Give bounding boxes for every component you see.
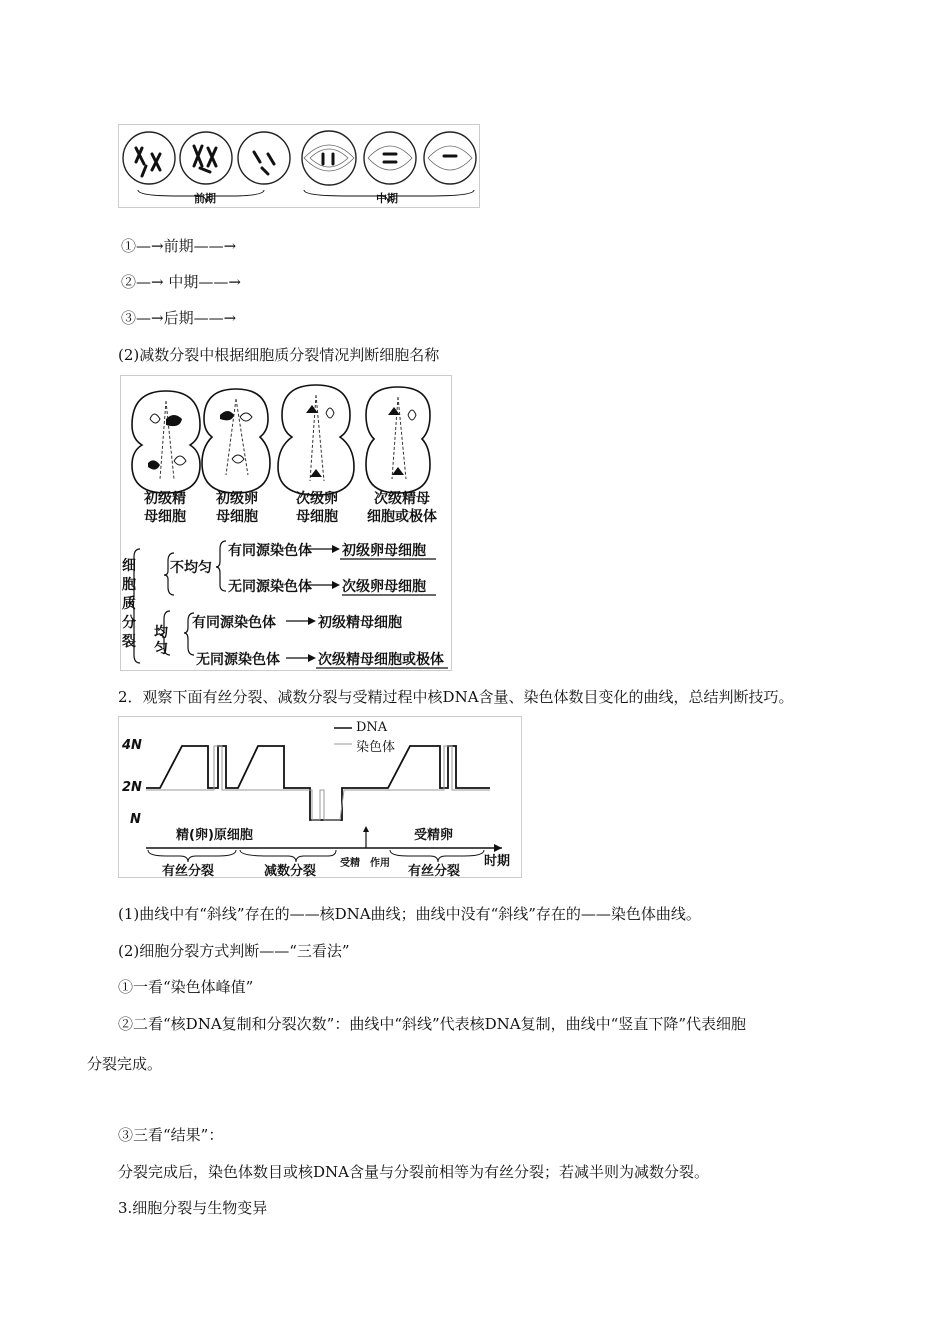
figure-mitosis-phases (118, 124, 480, 208)
y-tick-2n: 2N (122, 780, 142, 795)
cell-name-3-line-1: 次级卵 (296, 491, 338, 507)
root-char-2: 胞 (122, 577, 136, 593)
even-char-2: 匀 (154, 641, 168, 657)
root-char-3: 质 (122, 596, 136, 612)
root-char-5: 裂 (122, 634, 136, 650)
cell-name-4-line-2: 细胞或极体 (367, 509, 437, 525)
phase-1-label: 有丝分裂 (162, 864, 215, 879)
region-label: 精(卵)原细胞 (176, 828, 253, 843)
text-line-9b: 分裂完成。 (87, 1055, 163, 1073)
result-4: 次级精母细胞或极体 (318, 652, 444, 668)
cell-name-3 (286, 490, 348, 526)
text-line-6: (1)曲线中有“斜线”存在的——核DNA曲线；曲线中没有“斜线”存在的——染色体曲线。 (118, 905, 701, 923)
cell-name-2 (206, 490, 268, 526)
text-line-2: ②—→ 中期——→ (121, 273, 241, 291)
text-line-12: 3.细胞分裂与生物变异 (118, 1199, 268, 1217)
text-line-5: 2．观察下面有丝分裂、减数分裂与受精过程中核DNA含量、染色体数目变化的曲线，总结判断技巧。 (118, 688, 794, 706)
text-line-3: ③—→后期——→ (121, 309, 237, 327)
phase-3-label: 受精 (340, 858, 360, 869)
text-line-8: ①一看“染色体峰值” (118, 978, 254, 996)
phase-5-label: 有丝分裂 (408, 864, 461, 879)
prophase-label: 前期 (194, 192, 216, 205)
y-tick-4n: 4N (122, 738, 142, 753)
text-line-9a: ②二看“核DNA复制和分裂次数”：曲线中“斜线”代表核DNA复制，曲线中“竖直下降”代表细胞 (118, 1015, 746, 1033)
chart-plot (118, 716, 522, 878)
figure-meiosis-cytoplasm (120, 375, 452, 671)
metaphase-label: 中期 (376, 192, 398, 205)
branch-homolog-1: 有同源染色体 (228, 543, 312, 559)
legend-chromosome-label: 染色体 (356, 740, 396, 755)
legend-dna-label: DNA (356, 720, 388, 735)
text-line-11: 分裂完成后，染色体数目或核DNA含量与分裂前相等为有丝分裂；若减半则为减数分裂。 (118, 1163, 709, 1181)
y-tick-n: N (130, 812, 141, 827)
branch-no-homolog-1: 无同源染色体 (228, 579, 312, 595)
cytoplasm-root-label (122, 557, 138, 652)
branch-no-homolog-2: 无同源染色体 (196, 652, 280, 668)
branch-homolog-2: 有同源染色体 (192, 615, 276, 631)
x-axis-label: 时期 (484, 854, 511, 869)
text-line-10: ③三看“结果”： (118, 1126, 224, 1144)
cell-name-1 (134, 490, 196, 526)
cell-name-4 (360, 490, 444, 526)
cell-name-1-line-1: 初级精 (144, 491, 186, 507)
phase-4-label: 作用 (370, 858, 390, 869)
even-char-1: 均 (154, 625, 168, 641)
uneven-label: 不均匀 (170, 560, 212, 576)
text-line-4: (2)减数分裂中根据细胞质分裂情况判断细胞名称 (118, 346, 440, 364)
root-char-1: 细 (122, 558, 136, 574)
cell-name-4-line-1: 次级精母 (374, 491, 430, 507)
even-label (154, 625, 170, 657)
chart-dna-chromosome (118, 716, 522, 878)
phase-2-label: 减数分裂 (264, 864, 317, 879)
result-3: 初级精母细胞 (318, 615, 402, 631)
text-line-7: (2)细胞分裂方式判断——“三看法” (118, 942, 350, 960)
text-line-1: ①—→前期——→ (121, 237, 237, 255)
root-char-4: 分 (122, 615, 136, 631)
cell-name-3-line-2: 母细胞 (296, 509, 338, 525)
result-1: 初级卵母细胞 (342, 543, 426, 559)
fertilized-egg-label: 受精卵 (414, 828, 454, 843)
cell-name-2-line-2: 母细胞 (216, 509, 258, 525)
mitosis-phases-diagram (118, 124, 480, 208)
cell-name-1-line-2: 母细胞 (144, 509, 186, 525)
result-2: 次级卵母细胞 (342, 579, 426, 595)
cell-name-2-line-1: 初级卵 (216, 491, 258, 507)
